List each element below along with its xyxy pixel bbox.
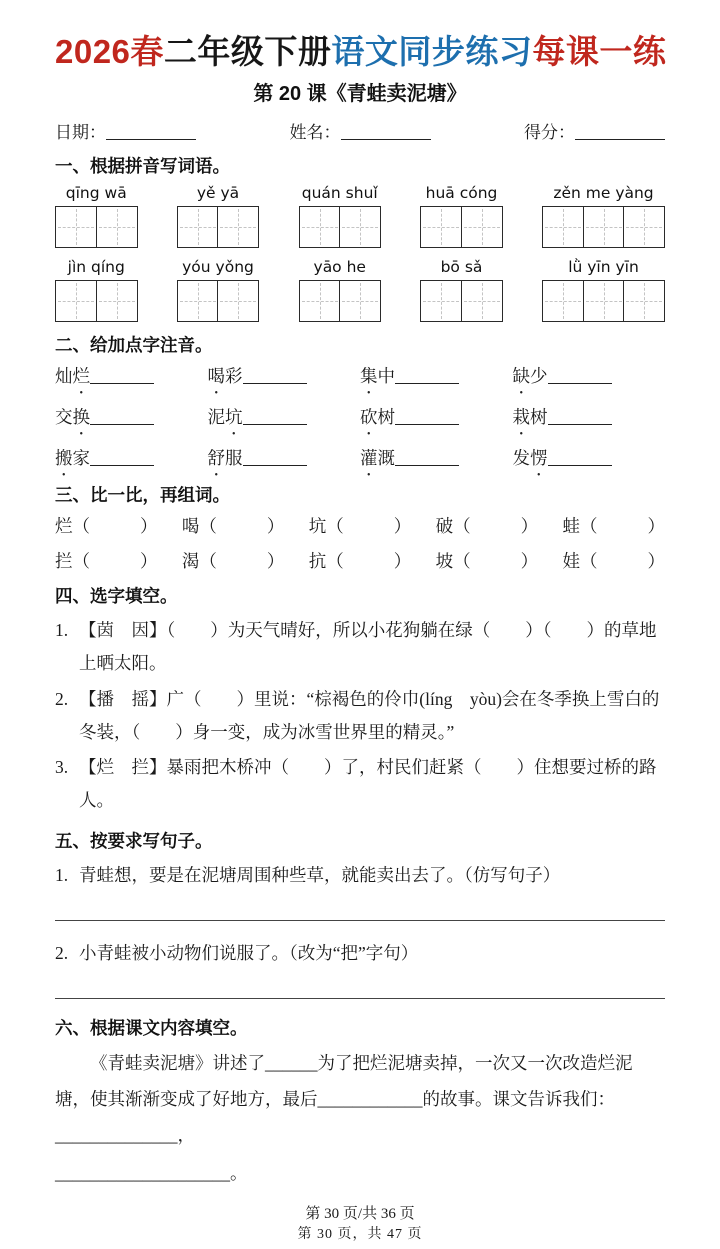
- annotate-word: [360, 363, 513, 390]
- fill-paragraph: 《青蛙卖泥塘》讲述了______为了把烂泥塘卖掉，一次又一次改造烂泥塘，使其渐渐变成了好地方，最后____________的故事。课文告诉我们：______________，: [55, 1053, 633, 1145]
- dotted-char: 愣: [530, 448, 548, 468]
- writing-grid-cell: [623, 206, 665, 248]
- open-paren: （: [72, 551, 90, 571]
- compare-item: [309, 548, 412, 573]
- writing-grid-cell: [542, 206, 584, 248]
- compare-item: [182, 513, 285, 538]
- open-paren: （: [326, 551, 344, 571]
- item-number: 1.: [55, 864, 69, 885]
- item-text: 【茵 因】（ ）为天气晴好，所以小花狗躺在绿（ ）（ ）的草地上晒太阳。: [79, 620, 657, 674]
- fill-paragraph-end: ____________________。: [55, 1162, 248, 1183]
- dotted-char: 缺: [512, 366, 530, 386]
- answer-line: [55, 918, 665, 921]
- compare-char: 坑: [308, 516, 327, 536]
- writing-grid-cell: [55, 206, 97, 248]
- writing-grid-cell: [339, 206, 381, 248]
- dotted-char: 少: [530, 366, 548, 386]
- compare-char: 渴: [181, 551, 200, 571]
- compare-item: [563, 548, 666, 573]
- compare-item: [563, 513, 666, 538]
- dotted-char: 家: [72, 448, 90, 468]
- pinyin-word: [420, 258, 503, 322]
- page-title: [55, 26, 665, 73]
- close-paren: ）: [393, 516, 412, 536]
- compare-item: [436, 548, 539, 573]
- writing-grid-cell: [299, 206, 341, 248]
- close-paren: ）: [266, 516, 285, 536]
- dotted-char: 坑: [225, 407, 243, 427]
- sentence-item-1: [55, 859, 665, 892]
- compare-row-2: [55, 548, 665, 573]
- compare-char: 坡: [435, 551, 454, 571]
- writing-grid: [177, 206, 260, 248]
- dotted-char: 栽: [512, 407, 530, 427]
- section5-heading: 五、按要求写句子。: [55, 830, 213, 851]
- choose-item-1: [55, 614, 665, 681]
- annotate-word: [55, 445, 208, 472]
- annotate-word: [55, 404, 208, 431]
- pinyin-label: qīng wā: [65, 184, 127, 202]
- dotted-char: 灿: [55, 366, 73, 386]
- close-paren: ）: [393, 551, 412, 571]
- score-field: [524, 118, 665, 143]
- answer-blank: [395, 381, 459, 384]
- dotted-char: 发: [512, 448, 530, 468]
- section1-heading: 一、根据拼音写词语。: [55, 156, 230, 176]
- item-text: 【烂 拦】暴雨把木桥冲（ ）了，村民们赶紧（ ）住想要过桥的路人。: [79, 757, 657, 811]
- answer-blank: [395, 422, 459, 425]
- close-paren: ）: [520, 551, 539, 571]
- writing-grid: [55, 280, 138, 322]
- section-text-fill: [55, 1015, 665, 1192]
- section3-heading: 三、比一比，再组词。: [55, 485, 230, 505]
- pinyin-label: yě yā: [196, 184, 240, 202]
- writing-grid: [177, 280, 260, 322]
- dotted-char: 树: [530, 407, 548, 427]
- lesson-subtitle: 第 20 课《青蛙卖泥塘》: [253, 83, 467, 105]
- compare-char: 拦: [55, 551, 73, 571]
- pinyin-word: [542, 184, 665, 248]
- item-number: 3.: [55, 757, 69, 777]
- compare-item: [182, 548, 285, 573]
- answer-blank: [548, 422, 612, 425]
- open-paren: （: [580, 551, 598, 571]
- item-text: 小青蛙被小动物们说服了。（改为“把”字句）: [79, 942, 419, 963]
- annotate-word: [208, 404, 361, 431]
- open-paren: （: [199, 516, 217, 536]
- writing-grid: [542, 206, 665, 248]
- writing-grid-cell: [461, 280, 503, 322]
- pinyin-row-1: [55, 184, 665, 248]
- open-paren: （: [199, 551, 217, 571]
- writing-grid-cell: [420, 280, 462, 322]
- annotate-word: [360, 404, 513, 431]
- date-field: [55, 118, 196, 143]
- page-footer: [55, 1202, 665, 1243]
- writing-grid: [420, 206, 503, 248]
- dotted-char: 中: [377, 366, 395, 386]
- annotate-grid: [55, 363, 665, 472]
- pinyin-word: [55, 258, 138, 322]
- pinyin-label: jìn qíng: [67, 258, 125, 276]
- compare-item: [436, 513, 539, 538]
- compare-char: 抗: [308, 551, 327, 571]
- title-part-subject: 语文同步练习: [331, 33, 533, 70]
- score-label: 得分：: [524, 123, 575, 142]
- annotate-word: [360, 445, 513, 472]
- dotted-char: 砍: [360, 407, 378, 427]
- compare-char: 破: [435, 516, 454, 536]
- item-text: 青蛙想，要是在泥塘周围种些草，就能卖出去了。（仿写句子）: [79, 864, 561, 885]
- pinyin-word: [55, 184, 138, 248]
- section-compare-words: [55, 482, 665, 573]
- close-paren: ）: [520, 516, 539, 536]
- writing-grid-cell: [177, 206, 219, 248]
- item-text: 【播 摇】广（ ）里说：“棕褐色的伶巾(líng yòu)会在冬季换上雪白的冬装，（ ）身一变，成为冰雪世界里的精灵。”: [79, 688, 660, 742]
- pinyin-label: yāo he: [313, 258, 366, 276]
- dotted-char: 舒: [207, 448, 225, 468]
- name-field: [290, 118, 431, 143]
- pinyin-label: yóu yǒng: [182, 258, 254, 276]
- pinyin-word: [542, 258, 665, 322]
- name-label: 姓名：: [289, 123, 341, 142]
- writing-grid-cell: [96, 280, 138, 322]
- item-number: 2.: [55, 942, 69, 963]
- answer-line: [55, 996, 665, 999]
- item-number: 2.: [55, 688, 69, 709]
- writing-grid-cell: [542, 280, 584, 322]
- annotate-word: [513, 445, 666, 472]
- writing-grid-cell: [217, 206, 259, 248]
- dotted-char: 树: [377, 407, 395, 427]
- answer-blank: [90, 422, 154, 425]
- choose-item-3: [55, 751, 665, 818]
- writing-grid-cell: [461, 206, 503, 248]
- compare-item: [55, 513, 158, 538]
- writing-grid-cell: [55, 280, 97, 322]
- section-choose-fill: [55, 583, 665, 818]
- pinyin-word: [177, 258, 260, 322]
- writing-grid: [299, 280, 382, 322]
- section2-heading: 二、给加点字注音。: [55, 335, 213, 355]
- name-blank: [341, 137, 431, 140]
- writing-grid: [299, 206, 382, 248]
- answer-blank: [243, 381, 307, 384]
- score-blank: [575, 137, 665, 140]
- pinyin-label: quán shuǐ: [301, 184, 378, 202]
- writing-grid-cell: [299, 280, 341, 322]
- section6-heading: 六、根据课文内容填空。: [55, 1018, 248, 1038]
- compare-char: 娃: [562, 551, 580, 571]
- pinyin-label: lǜ yīn yīn: [568, 258, 639, 276]
- pinyin-word: [299, 184, 382, 248]
- dotted-char: 烂: [72, 366, 90, 386]
- writing-grid-cell: [623, 280, 665, 322]
- open-paren: （: [326, 516, 344, 536]
- pinyin-word: [177, 184, 260, 248]
- sentence-item-2: [55, 937, 665, 970]
- compare-char: 烂: [55, 516, 73, 536]
- pinyin-label: zěn me yàng: [553, 184, 654, 202]
- writing-grid-cell: [96, 206, 138, 248]
- dotted-char: 泥: [207, 407, 225, 427]
- date-blank: [106, 137, 196, 140]
- annotate-word: [513, 404, 666, 431]
- compare-item: [309, 513, 412, 538]
- open-paren: （: [453, 516, 471, 536]
- close-paren: ）: [140, 516, 158, 536]
- writing-grid-cell: [420, 206, 462, 248]
- dotted-char: 服: [225, 448, 243, 468]
- answer-blank: [395, 463, 459, 466]
- compare-item: [55, 548, 158, 573]
- title-part-year: 2026春: [55, 33, 164, 70]
- answer-blank: [243, 463, 307, 466]
- writing-grid: [55, 206, 138, 248]
- item-number: 1.: [55, 620, 69, 640]
- open-paren: （: [72, 516, 90, 536]
- page-number-line1: 第 30 页/共 36 页: [305, 1205, 415, 1222]
- pinyin-word: [420, 184, 503, 248]
- dotted-char: 溉: [377, 448, 395, 468]
- title-part-grade: 二年级下册: [163, 33, 332, 70]
- section-write-sentences: [55, 828, 665, 1000]
- choose-item-2: [55, 683, 665, 750]
- dotted-char: 搬: [55, 448, 73, 468]
- section-annotate-pinyin: [55, 332, 665, 472]
- writing-grid-cell: [583, 280, 625, 322]
- page-number-line2: 第 30 页，共 47 页: [297, 1226, 423, 1242]
- answer-blank: [548, 463, 612, 466]
- open-paren: （: [580, 516, 598, 536]
- writing-grid-cell: [583, 206, 625, 248]
- writing-grid-cell: [177, 280, 219, 322]
- dotted-char: 交: [55, 407, 73, 427]
- pinyin-label: huā cóng: [425, 184, 498, 202]
- close-paren: ）: [140, 551, 158, 571]
- writing-grid: [542, 280, 665, 322]
- dotted-char: 集: [360, 366, 378, 386]
- answer-blank: [243, 422, 307, 425]
- annotate-word: [513, 363, 666, 390]
- section4-heading: 四、选字填空。: [55, 586, 178, 606]
- close-paren: ）: [647, 516, 665, 536]
- open-paren: （: [453, 551, 471, 571]
- pinyin-row-2: [55, 258, 665, 322]
- close-paren: ）: [647, 551, 665, 571]
- pinyin-label: bō sǎ: [440, 258, 483, 276]
- close-paren: ）: [266, 551, 285, 571]
- answer-blank: [548, 381, 612, 384]
- compare-char: 蛙: [562, 516, 580, 536]
- writing-grid: [420, 280, 503, 322]
- writing-grid-cell: [217, 280, 259, 322]
- dotted-char: 灌: [360, 448, 378, 468]
- section-pinyin-words: [55, 153, 665, 322]
- date-label: 日期：: [55, 123, 106, 142]
- writing-grid-cell: [339, 280, 381, 322]
- title-part-series: 每课一练: [532, 33, 667, 70]
- compare-row-1: [55, 513, 665, 538]
- pinyin-word: [299, 258, 382, 322]
- annotate-word: [208, 363, 361, 390]
- annotate-word: [55, 363, 208, 390]
- answer-blank: [90, 381, 154, 384]
- compare-char: 喝: [181, 516, 200, 536]
- dotted-char: 喝: [207, 366, 225, 386]
- dotted-char: 换: [72, 407, 90, 427]
- info-row: [55, 118, 665, 143]
- dotted-char: 彩: [225, 366, 243, 386]
- annotate-word: [208, 445, 361, 472]
- answer-blank: [90, 463, 154, 466]
